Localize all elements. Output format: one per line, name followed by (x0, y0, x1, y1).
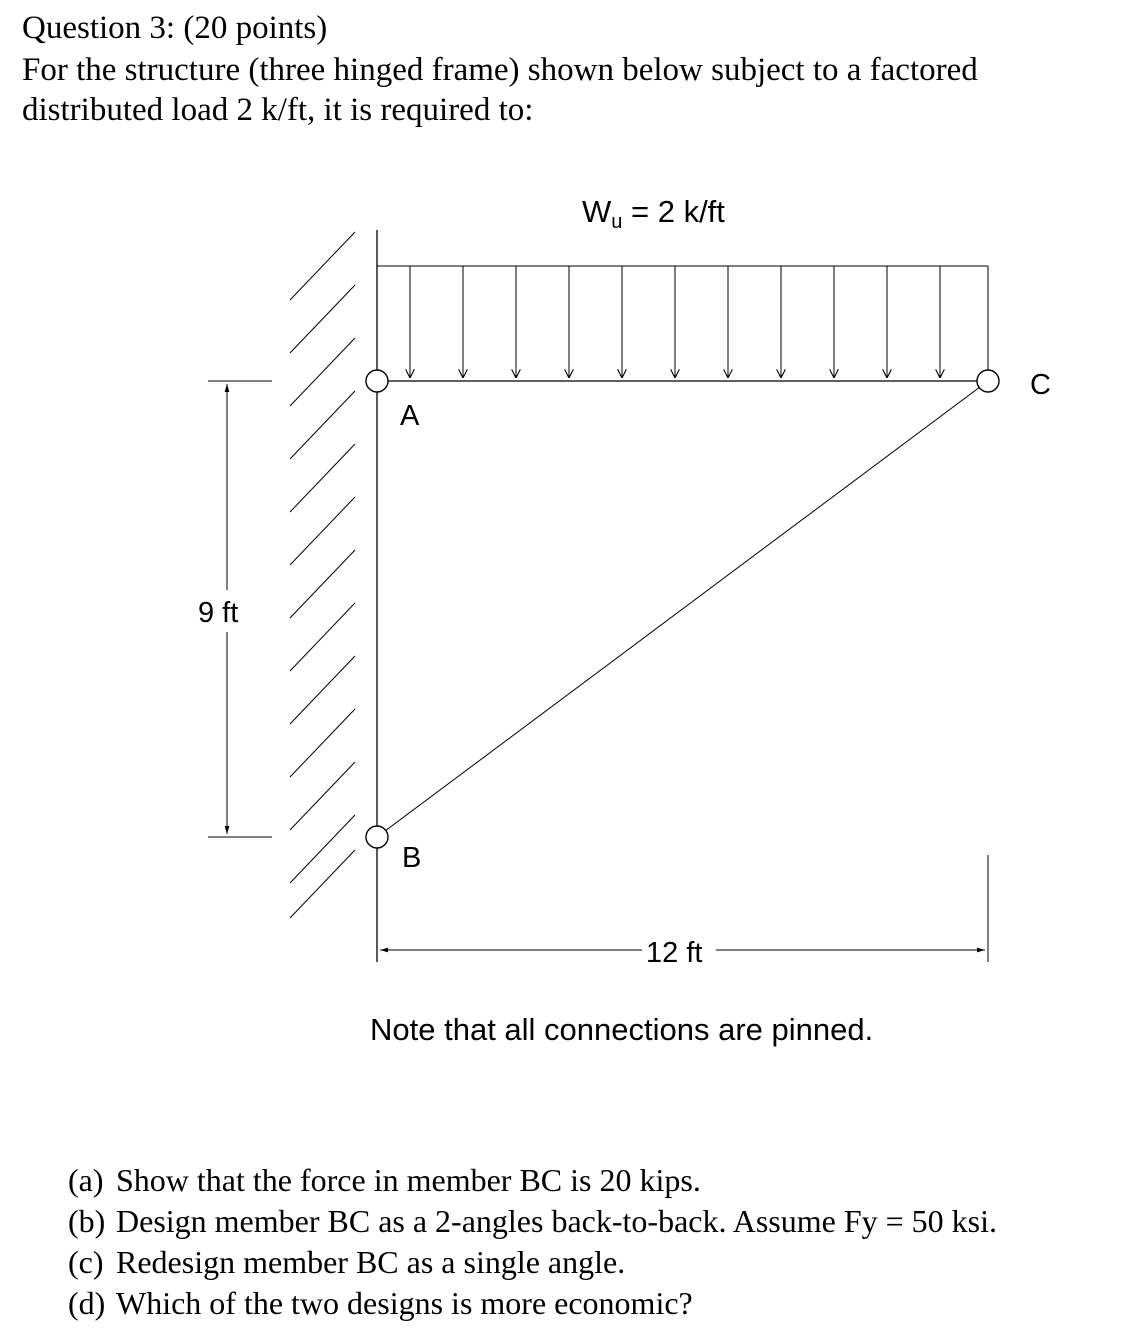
hinge-b (366, 826, 388, 848)
part-a-tag: (a) (68, 1162, 104, 1198)
node-label-b: B (402, 842, 422, 874)
intro-line-1: For the structure (three hinged frame) shown below subject to a factored (22, 52, 978, 88)
member-bc (377, 381, 988, 837)
part-c-text: Redesign member BC as a single angle. (116, 1244, 626, 1280)
part-c-tag: (c) (68, 1244, 104, 1280)
hinge-c (977, 370, 999, 392)
figure-note: Note that all connections are pinned. (370, 1012, 874, 1047)
part-a (68, 1160, 997, 1201)
height-dimension-label: 9 ft (198, 597, 239, 629)
load-label: Wu = 2 k/ft (582, 194, 725, 233)
distributed-load (377, 266, 988, 378)
intro-line-2: distributed load 2 k/ft, it is required to: (22, 92, 534, 128)
part-c (68, 1242, 997, 1283)
part-b (68, 1201, 997, 1242)
part-d-tag: (d) (68, 1285, 106, 1321)
hinge-a (366, 370, 388, 392)
wall-hatching (290, 232, 355, 918)
node-label-a: A (400, 400, 420, 432)
part-b-tag: (b) (68, 1203, 106, 1239)
span-dimension-label: 12 ft (646, 937, 703, 969)
question-heading: Question 3: (20 points) (22, 10, 328, 46)
part-a-text: Show that the force in member BC is 20 kips. (116, 1162, 701, 1198)
part-d (68, 1283, 997, 1324)
part-d-text: Which of the two designs is more economic? (116, 1285, 693, 1321)
node-label-c: C (1030, 369, 1051, 401)
question-parts (68, 1160, 997, 1324)
part-b-text: Design member BC as a 2-angles back-to-back. Assume Fy = 50 ksi. (116, 1203, 997, 1239)
